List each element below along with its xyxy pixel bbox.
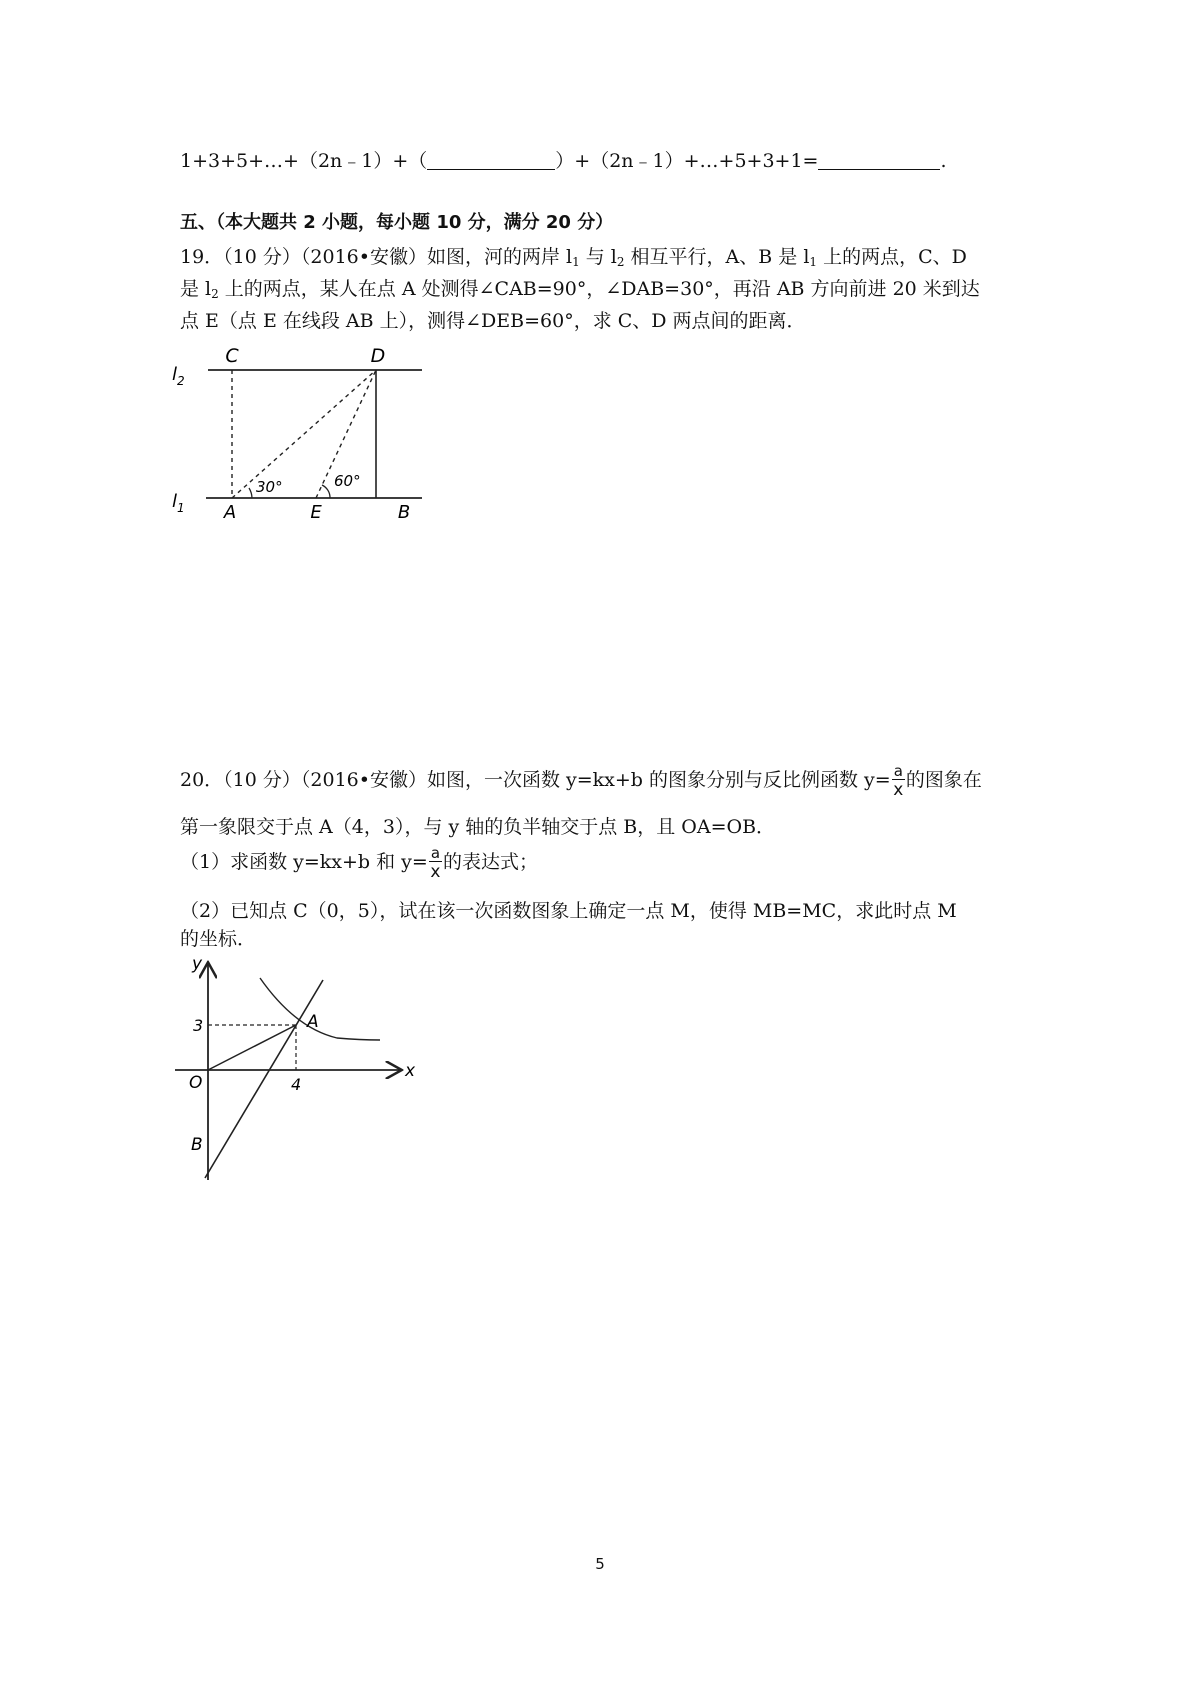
label-o: O [189,1073,203,1093]
q20-text: 的表达式； [443,851,539,873]
subscript: 2 [616,255,625,269]
angle-label-30: 30° [256,478,283,496]
label-x: x [405,1061,416,1081]
label-e: E [310,502,322,520]
sum-equation-part3: . [940,150,947,172]
label-b: B [191,1135,203,1155]
q19-line-3: 点 E（点 E 在线段 AB 上），测得∠DEB=60°，求 C、D 两点间的距离． [180,310,806,332]
page-number: 5 [595,1555,605,1573]
answer-blank-2[interactable] [818,149,940,170]
answer-blank-1[interactable] [427,149,555,170]
q20-line-2: 第一象限交于点 A（4，3），与 y 轴的负半轴交于点 B，且 OA=OB． [180,816,776,838]
q19-text: 与 l [579,246,617,268]
label-l1: $l_1$ [172,491,185,515]
function-graph-figure [175,958,435,1193]
q20-line-4: （2）已知点 C（0，5），试在该一次函数图象上确定一点 M，使得 MB=MC，求此时点 M [180,900,957,922]
linear-function-line [205,980,323,1178]
hyperbola-curve [260,978,380,1040]
sum-equation-line [180,148,947,174]
fraction-a-over-x [429,843,442,882]
fraction-denominator: x [893,779,904,800]
angle-label-60: 60° [334,472,361,490]
label-a: A [307,1012,319,1032]
sum-equation-part2: ）+（2n﹣1）+…+5+3+1= [555,150,819,172]
subscript: 1 [809,255,818,269]
fraction-denominator: x [430,861,441,882]
q19-text: 19．（10 分）（2016•安徽）如图，河的两岸 l [180,246,573,268]
label-b: B [397,502,411,520]
label-d: D [370,345,386,367]
label-y: y [192,958,203,974]
tick-label-4: 4 [291,1075,302,1094]
q19-text: 上的两点，C、D [817,246,967,268]
q20-line-1 [180,760,982,800]
q20-text: 的图象在 [905,769,982,791]
label-c: C [225,345,239,367]
q20-line-3 [180,842,538,882]
fraction-numerator: a [893,761,903,780]
sum-equation-part1: 1+3+5+…+（2n﹣1）+（ [180,150,428,172]
subscript: 2 [211,287,219,301]
fraction-numerator: a [430,843,441,862]
label-a: A [223,502,237,520]
angle-arc-60 [322,485,330,498]
subscript: 1 [572,255,580,269]
fraction-a-over-x [892,761,905,800]
label-l2: $l_2$ [172,364,185,388]
q19-text: 相互平行，A、B 是 l [624,246,810,268]
river-figure [170,340,430,520]
angle-arc-30 [249,488,252,498]
tick-label-3: 3 [193,1016,204,1035]
q20-text: 20．（10 分）（2016•安徽）如图，一次函数 y=kx+b 的图象分别与反比例函数 y= [180,769,891,791]
section-heading: 五、（本大题共 2 小题，每小题 10 分，满分 20 分） [180,212,614,233]
q20-text: （1）求函数 y=kx+b 和 y= [180,851,428,873]
q19-text: 是 l [180,278,212,300]
q20-line-5: 的坐标． [180,928,257,950]
q19-line-1 [180,244,967,270]
q19-line-2 [180,276,980,302]
q19-text: 上的两点，某人在点 A 处测得∠CAB=90°，∠DAB=30°，再沿 AB 方向前进 20 米到达 [218,278,980,300]
